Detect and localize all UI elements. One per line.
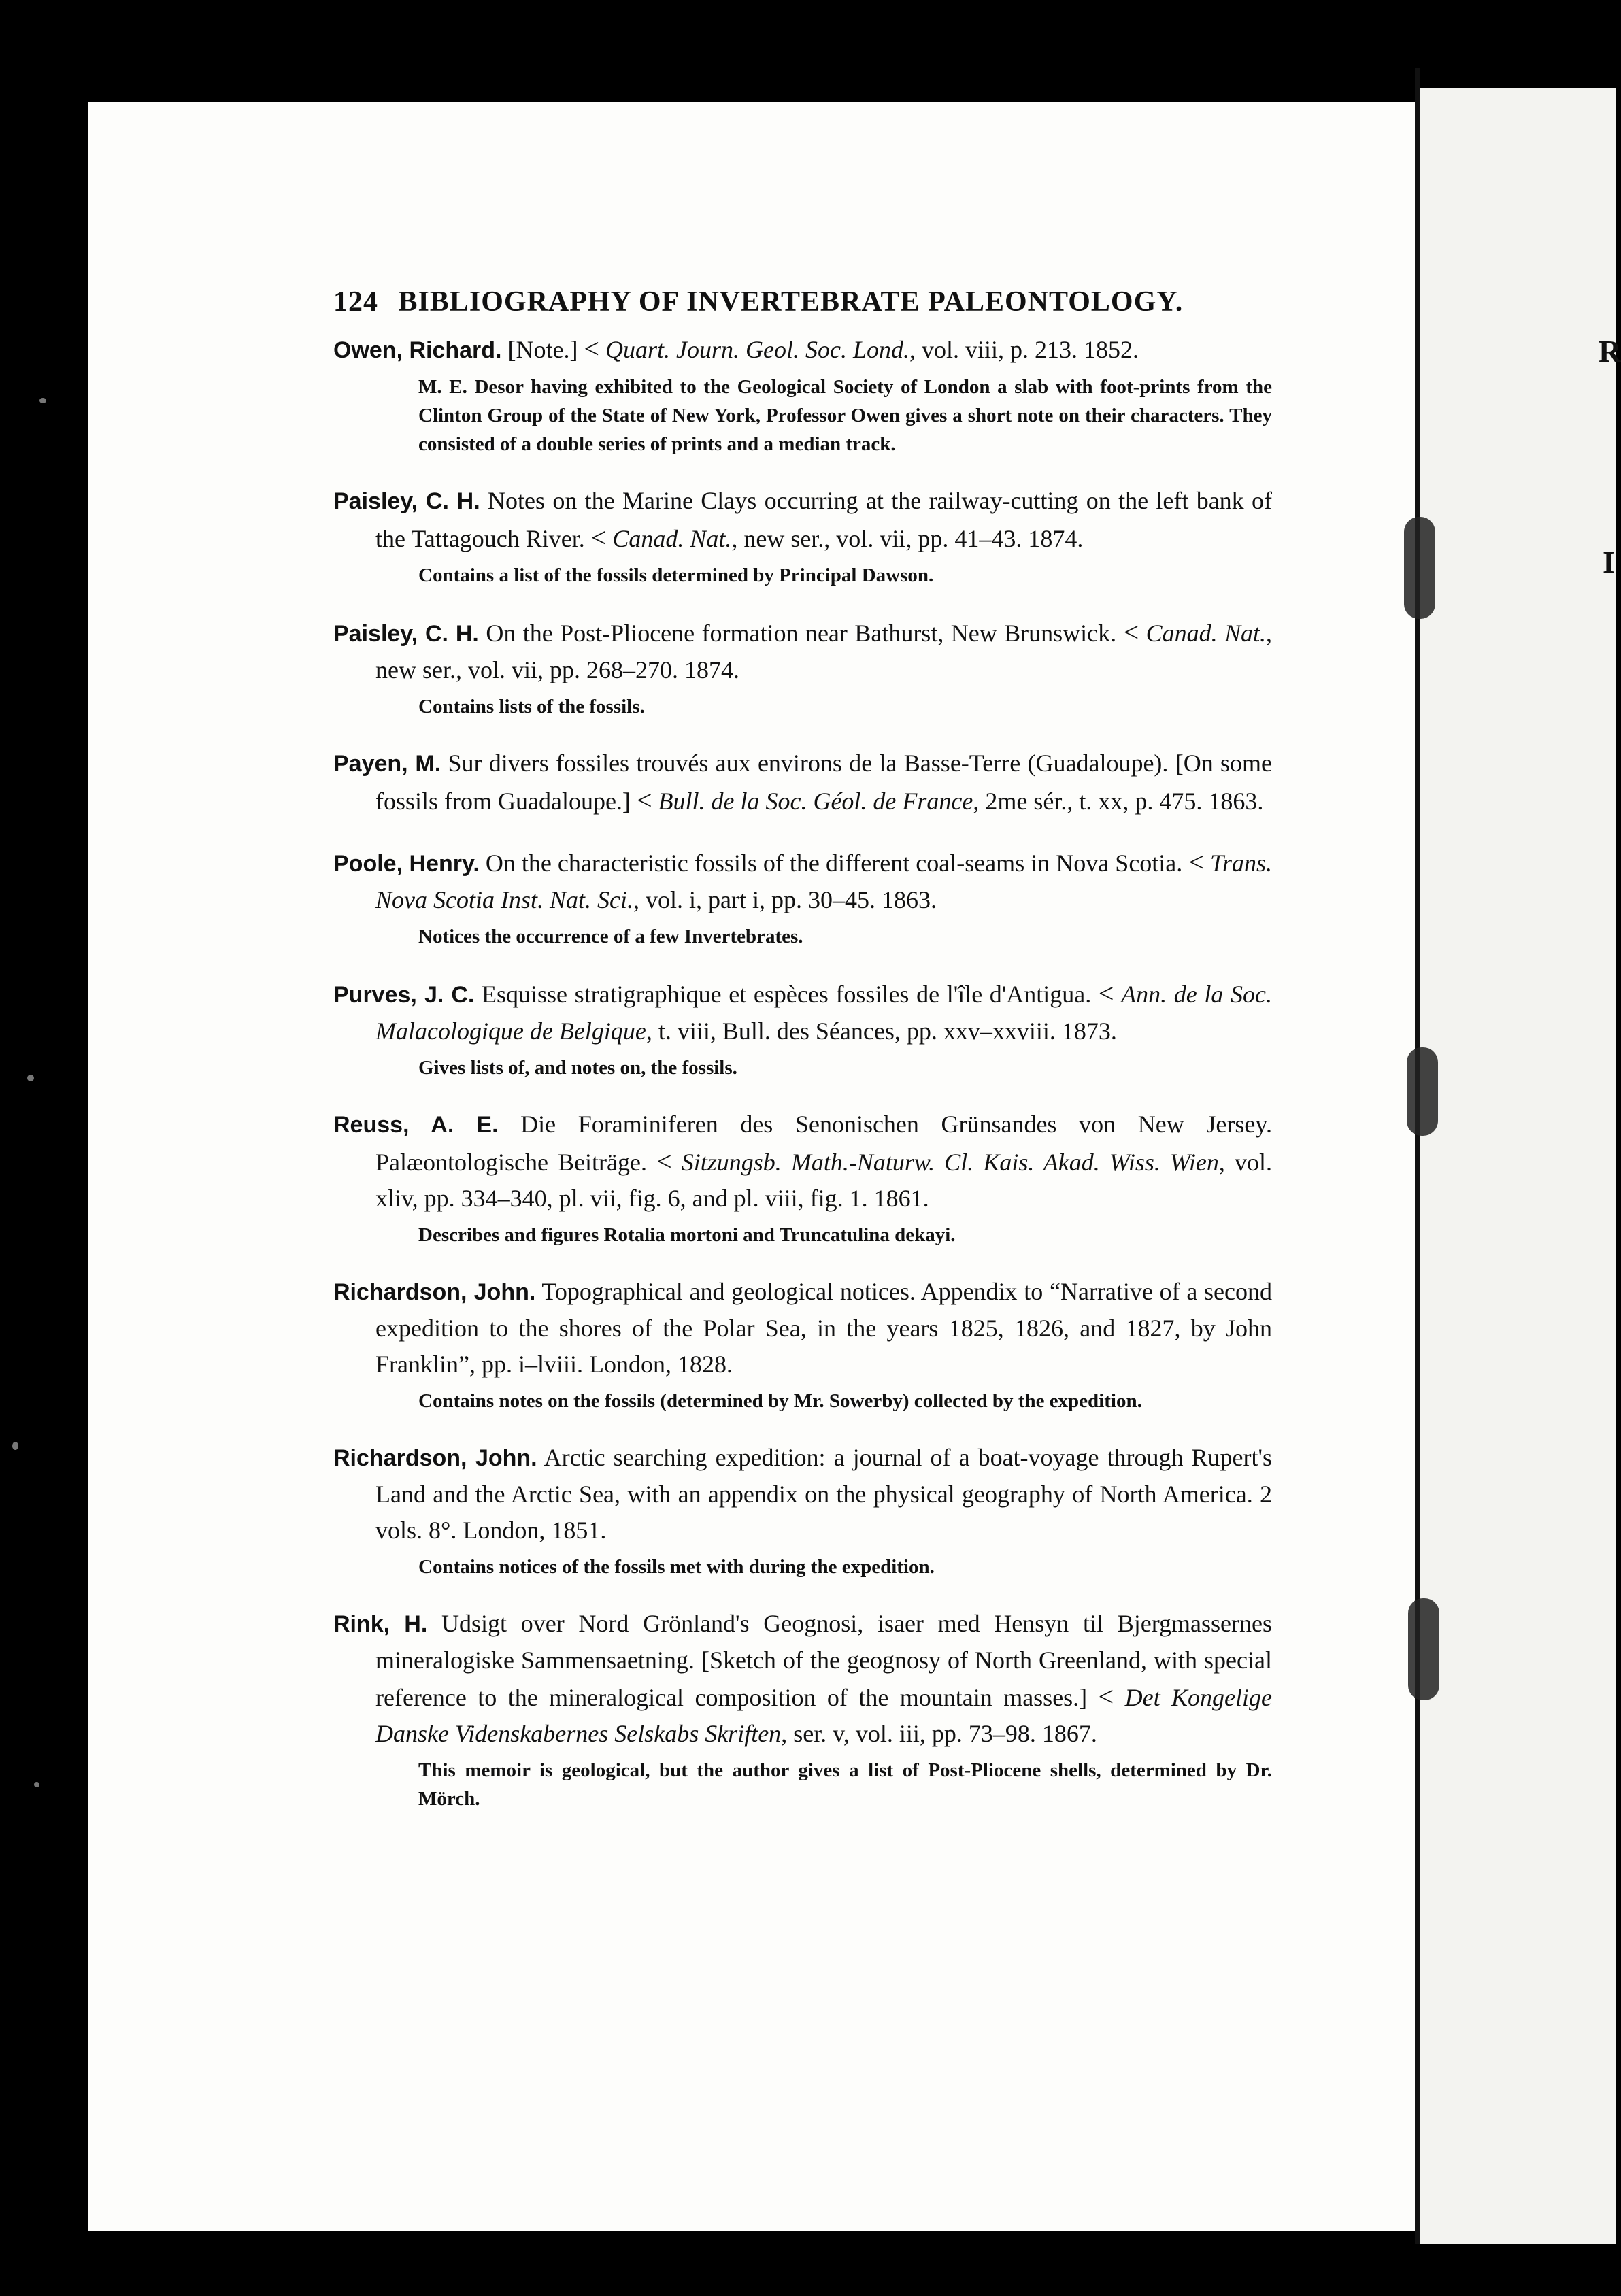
entry-source: Ann. de la Soc. Malacologique de Belgique — [375, 981, 1272, 1045]
entry-title: [Note.] — [507, 336, 578, 363]
bibliography-entry — [333, 844, 1272, 951]
entry-details: , new ser., vol. vii, pp. 268–270. 1874. — [375, 620, 1273, 683]
facing-page-letter-mid: I — [1603, 545, 1615, 579]
source-marker: < — [636, 785, 652, 815]
entry-source: Det Kongelige Danske Videnskabernes Selskabs Skriften — [375, 1684, 1272, 1747]
scan-speck — [39, 398, 46, 403]
entry-author: Purves, J. C. — [333, 982, 475, 1008]
page-number: 124 — [333, 286, 378, 318]
entry-source: Canad. Nat. — [612, 525, 732, 552]
running-header — [333, 286, 1272, 318]
bibliography-entry — [333, 745, 1272, 820]
entry-note: Contains a list of the fossils determined by Principal Dawson. — [418, 564, 934, 586]
source-marker: < — [1188, 847, 1204, 877]
citation — [333, 844, 1272, 918]
entry-details: , t. viii, Bull. des Séances, pp. xxv–xxviii. 1873. — [646, 1017, 1117, 1045]
binding-clip-mark — [1407, 1047, 1438, 1136]
source-marker: < — [1123, 617, 1139, 647]
citation — [333, 745, 1272, 820]
entry-author: Richardson, John. — [333, 1279, 536, 1305]
entry-note: Contains notices of the fossils met with during the expedition. — [418, 1556, 935, 1578]
entry-title: Sur divers fossiles trouvés aux environs de la Basse-Terre (Guadaloupe). [On some fossils from Guadaloupe.] — [375, 749, 1272, 815]
bibliography-list — [333, 331, 1272, 1813]
source-marker: < — [656, 1146, 672, 1177]
entry-title: Die Foraminiferen des Senonischen Grünsandes von New Jersey. Palæontologische Beiträge. — [375, 1111, 1272, 1176]
entry-note: Notices the occurrence of a few Invertebrates. — [418, 926, 803, 947]
entry-title: Topographical and geological notices. Appendix to “Narrative of a second expedition to the shores of the Polar Sea, in the years 1825, 1826, and 1827, by John Franklin”, pp. i–lviii. London, 1828. — [375, 1278, 1272, 1378]
entry-author: Reuss, A. E. — [333, 1112, 499, 1138]
binding-clip-mark — [1408, 1598, 1439, 1700]
entry-source: Trans. Nova Scotia Inst. Nat. Sci. — [375, 849, 1273, 913]
entry-author: Paisley, C. H. — [333, 621, 479, 647]
facing-page-edge — [1420, 88, 1621, 2244]
entry-source: Quart. Journ. Geol. Soc. Lond. — [605, 336, 910, 363]
entry-note: M. E. Desor having exhibited to the Geological Society of London a slab with foot-prints from the Clinton Group of the State of New York, Professor Owen gives a short note on their characters. They consisted of a double series of prints and a median track. — [418, 376, 1272, 455]
bibliography-entry — [333, 483, 1272, 590]
scan-speck — [34, 1782, 39, 1787]
bibliography-entry — [333, 1440, 1272, 1581]
citation — [333, 614, 1272, 688]
entry-details: , 2me sér., t. xx, p. 475. 1863. — [973, 788, 1264, 815]
entry-author: Richardson, John. — [333, 1445, 537, 1471]
running-title: BIBLIOGRAPHY OF INVERTEBRATE PALEONTOLOGY. — [398, 286, 1184, 318]
binding-clip-mark — [1404, 517, 1435, 619]
entry-source: Sitzungsb. Math.-Naturw. Cl. Kais. Akad. Wiss. Wien — [681, 1149, 1219, 1176]
entry-author: Paisley, C. H. — [333, 488, 480, 514]
citation — [333, 1606, 1272, 1752]
entry-source: Canad. Nat. — [1146, 620, 1267, 647]
entry-title: Notes on the Marine Clays occurring at the railway-cutting on the left bank of the Tattagouch River. — [375, 487, 1272, 552]
entry-source: Bull. de la Soc. Géol. de France — [658, 788, 973, 815]
entry-details: , vol. viii, p. 213. 1852. — [909, 336, 1139, 363]
page-content — [333, 286, 1272, 1838]
source-marker: < — [584, 333, 600, 364]
entry-title: On the characteristic fossils of the different coal-seams in Nova Scotia. — [485, 849, 1183, 877]
citation — [333, 331, 1272, 369]
entry-note: Gives lists of, and notes on, the fossils. — [418, 1057, 737, 1079]
entry-author: Rink, H. — [333, 1611, 428, 1637]
bibliography-entry — [333, 614, 1272, 721]
entry-title: Udsigt over Nord Grönland's Geognosi, isaer med Hensyn til Bjergmassernes mineralogiske Sammensaetning. [Sketch of the geognosy of North Greenland, with special reference to the mineralogical composition of the mountain masses.] — [375, 1610, 1272, 1711]
citation — [333, 483, 1272, 557]
citation — [333, 975, 1272, 1049]
entry-author: Payen, M. — [333, 751, 441, 777]
entry-note: This memoir is geological, but the author gives a list of Post-Pliocene shells, determined by Dr. Mörch. — [418, 1759, 1272, 1810]
entry-details: , new ser., vol. vii, pp. 41–43. 1874. — [731, 525, 1084, 552]
entry-title: On the Post-Pliocene formation near Bathurst, New Brunswick. — [486, 620, 1117, 647]
facing-page-letter-top: R — [1599, 334, 1621, 369]
citation — [333, 1440, 1272, 1549]
source-marker: < — [1098, 978, 1114, 1009]
entry-title: Esquisse stratigraphique et espèces fossiles de l'île d'Antigua. — [482, 981, 1092, 1008]
bibliography-entry — [333, 1274, 1272, 1415]
entry-author: Poole, Henry. — [333, 851, 480, 877]
entry-note: Contains lists of the fossils. — [418, 696, 645, 718]
citation — [333, 1107, 1272, 1217]
bibliography-entry — [333, 331, 1272, 458]
entry-title: Arctic searching expedition: a journal of a boat-voyage through Rupert's Land and the Arctic Sea, with an appendix on the physical geography of North America. 2 vols. 8°. London, 1851. — [375, 1444, 1273, 1544]
entry-details: , ser. v, vol. iii, pp. 73–98. 1867. — [781, 1720, 1097, 1747]
entry-note: Contains notes on the fossils (determined by Mr. Sowerby) collected by the expedition. — [418, 1390, 1142, 1412]
bibliography-entry — [333, 1606, 1272, 1813]
source-marker: < — [1098, 1681, 1114, 1712]
entry-note: Describes and figures Rotalia mortoni and Truncatulina dekayi. — [418, 1224, 956, 1246]
entry-author: Owen, Richard. — [333, 337, 502, 363]
bibliography-entry — [333, 1107, 1272, 1249]
scan-speck — [27, 1075, 34, 1081]
bibliography-entry — [333, 975, 1272, 1082]
entry-details: , vol. xliv, pp. 334–340, pl. vii, fig. 6, and pl. viii, fig. 1. 1861. — [375, 1149, 1272, 1212]
entry-details: , vol. i, part i, pp. 30–45. 1863. — [633, 886, 937, 913]
source-marker: < — [590, 522, 607, 553]
page-gutter — [1415, 68, 1420, 2244]
citation — [333, 1274, 1272, 1383]
scan-speck — [12, 1442, 18, 1450]
